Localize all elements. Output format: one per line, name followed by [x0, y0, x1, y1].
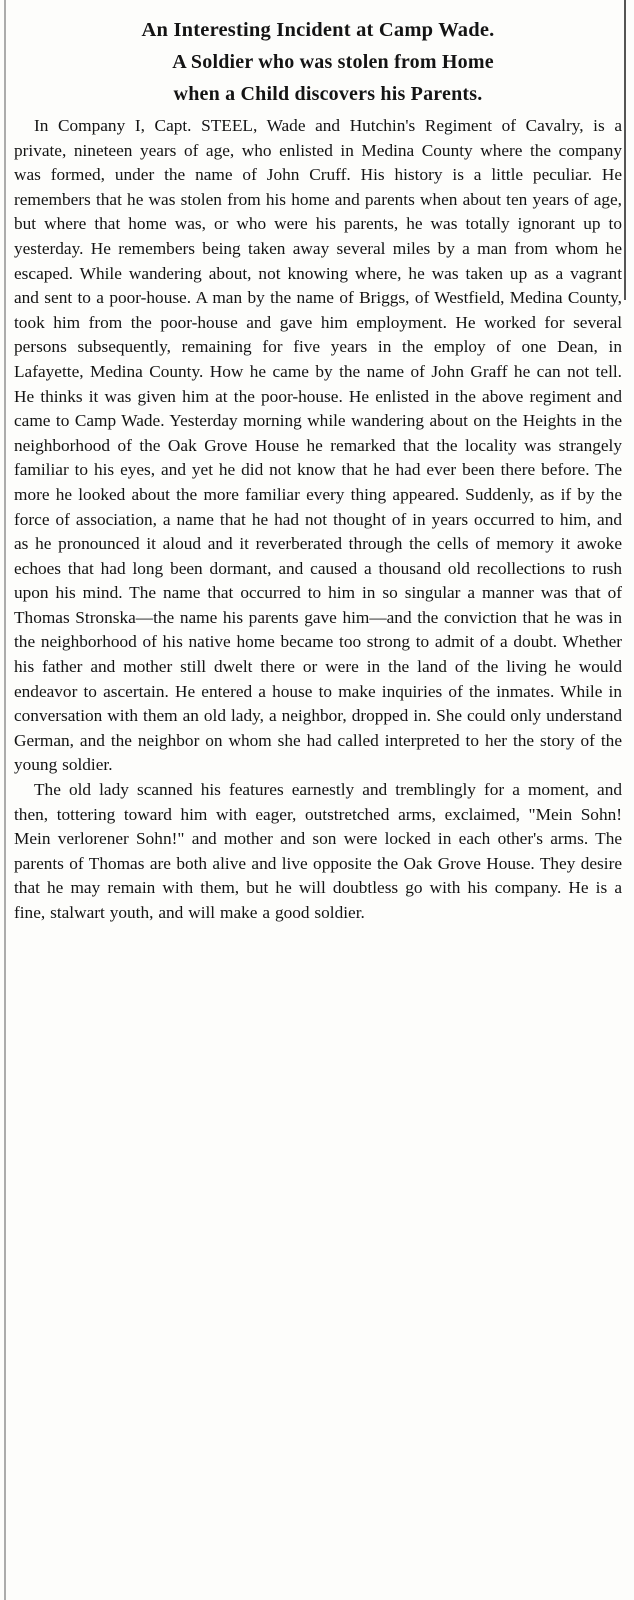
- left-column-rule: [4, 0, 6, 1600]
- headline: An Interesting Incident at Camp Wade.: [141, 19, 495, 41]
- right-column-rule: [624, 0, 626, 300]
- subheadline: A Soldier who was stolen from Home: [172, 51, 494, 73]
- article-paragraph-1: In Company I, Capt. STEEL, Wade and Hutchin's Regiment of Cavalry, is a private, nineteen years of age, who enlisted in Medina County where the company was formed, under the name of John Cruff. His history is a little peculiar. He remembers that he was stolen from his home and parents when about ten years of age, but where that home was, or who were his parents, he was totally ignorant up to yesterday. He remembers being taken away several miles by a man from whom he escaped. While wandering about, not knowing where, he was taken up as a vagrant and sent to a poor-house. A man by the name of Briggs, of Westfield, Medina County, took him from the poor-house and gave him employment. He worked for several persons subsequently, remaining for five years in the employ of one Dean, in Lafayette, Medina County. How he came by the name of John Graff he can not tell. He thinks it was given him at the poor-house. He enlisted in the above regiment and came to Camp Wade. Yesterday morning while wandering about on the Heights in the neighborhood of the Oak Grove House he remarked that the locality was strangely familiar to his eyes, and yet he did not know that he had ever been there before. The more he looked about the more familiar every thing appeared. Suddenly, as if by the force of association, a name that he had not thought of in years occurred to him, and as he pronounced it aloud and it reverberated through the cells of memory it awoke echoes that had long been dormant, and caused a thousand old recollections to rush upon his mind. The name that occurred to him in so singular a manner was that of Thomas Stronska—the name his parents gave him—and the conviction that he was in the neighborhood of his native home became too strong to admit of a doubt. Whether his father and mother still dwelt there or were in the land of the living he would endeavor to ascertain. He entered a house to make inquiries of the inmates. While in conversation with them an old lady, a neighbor, dropped in. She could only understand German, and the neighbor on whom she had called interpreted to her the story of the young soldier.: [14, 116, 622, 775]
- article-paragraph-2: The old lady scanned his features earnestly and tremblingly for a moment, and then, tottering toward him with eager, outstretched arms, exclaimed, "Mein Sohn! Mein verlorener Sohn!" and mother and son were locked in each other's arms. The parents of Thomas are both alive and live opposite the Oak Grove House. They desire that he may remain with them, but he will doubtless go with his company. He is a fine, stalwart youth, and will make a good soldier.: [14, 780, 622, 922]
- subheadline-continued: when a Child discovers his Parents.: [173, 83, 483, 105]
- article-body: [14, 114, 622, 926]
